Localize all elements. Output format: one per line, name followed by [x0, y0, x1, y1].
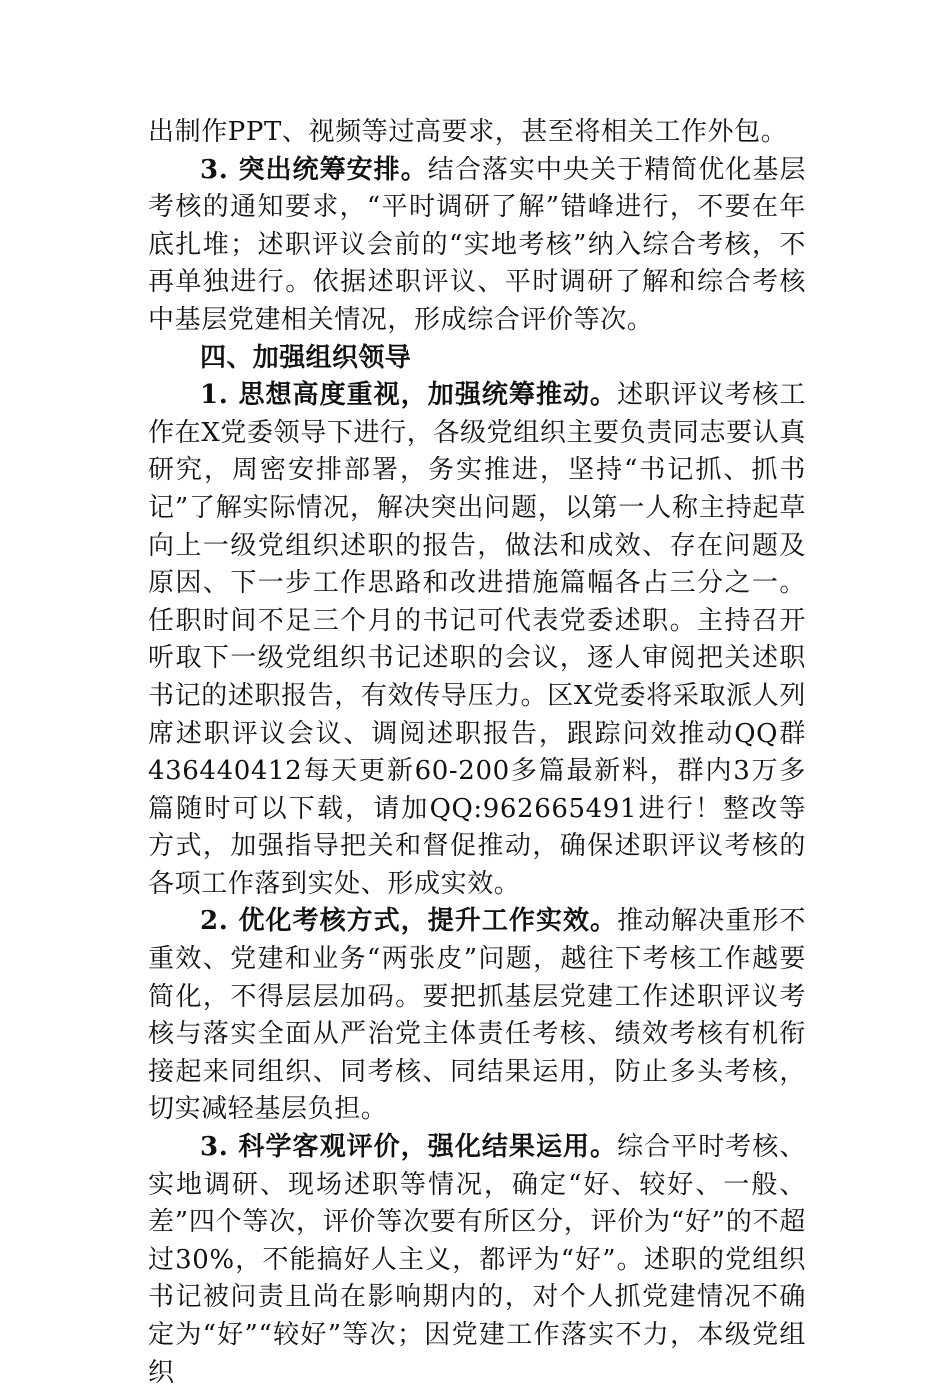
section-heading: 四、加强组织领导 [200, 342, 412, 373]
paragraph-leadership [148, 377, 806, 903]
paragraph-body: 综合平时考核、实地调研、现场述职等情况，确定“好、较好、一般、差”四个等次，评价等次要有所区分，评价为“好”的不超过30%，不能搞好人主义，都评为“好”。述职的党组织书记被问责且尚在影响期内的，对个人抓党建情况不确定为“好”“较好”等次；因党建工作落实不力，本级党组织 [148, 1132, 806, 1388]
paragraph-continuation: 出制作PPT、视频等过高要求，甚至将相关工作外包。 [148, 117, 788, 147]
paragraph-body: 述职评议考核工作在X党委领导下进行，各级党组织主要负责同志要认真研究，周密安排部署，务实推进，坚持“书记抓、抓书记”了解实际情况，解决突出问题，以第一人称主持起草向上一级党组织述职的报告，做法和成效、存在问题及原因、下一步工作思路和改进措施篇幅各占三分之一。任职时间不足三个月的书记可代表党委述职。主持召开听取下一级党组织书记述职的会议，逐人审阅把关述职书记的述职报告，有效传导压力。区X党委将采取派人列席述职评议会议、调阅述职报告，跟踪问效推动QQ群436440412每天更新60-200多篇最新料，群内3万多篇随时可以下载，请加QQ:962665491进行！整改等方式，加强指导把关和督促推动，确保述职评议考核的各项工作落到实处、形成实效。 [148, 380, 806, 899]
paragraph-lead: 1. 思想高度重视，加强统筹推动。 [200, 380, 618, 411]
paragraph-lead: 3. 科学客观评价，强化结果运用。 [200, 1132, 618, 1163]
paragraph-body: 结合落实中央关于精简优化基层考核的通知要求，“平时调研了解”错峰进行，不要在年底扎堆；述职评议会前的“实地考核”纳入综合考核，不再单独进行。依据述职评议、平时调研了解和综合考核中基层党建相关情况，形成综合评价等次。 [148, 154, 806, 335]
paragraph-evaluation [148, 1129, 806, 1392]
paragraph-body: 推动解决重形不重效、党建和业务“两张皮”问题，越往下考核工作越要简化，不得层层加码。要把抓基层党建工作述职评议考核与落实全面从严治党主体责任考核、绩效考核有机衔接起来同组织、同考核、同结果运用，防止多头考核，切实减轻基层负担。 [148, 906, 806, 1125]
document-body [148, 114, 806, 1392]
paragraph-overall-arrangement [148, 152, 806, 340]
paragraph-assessment-method [148, 903, 806, 1129]
paragraph-lead: 3. 突出统筹安排。 [200, 154, 428, 185]
paragraph-lead: 2. 优化考核方式，提升工作实效。 [200, 906, 618, 937]
